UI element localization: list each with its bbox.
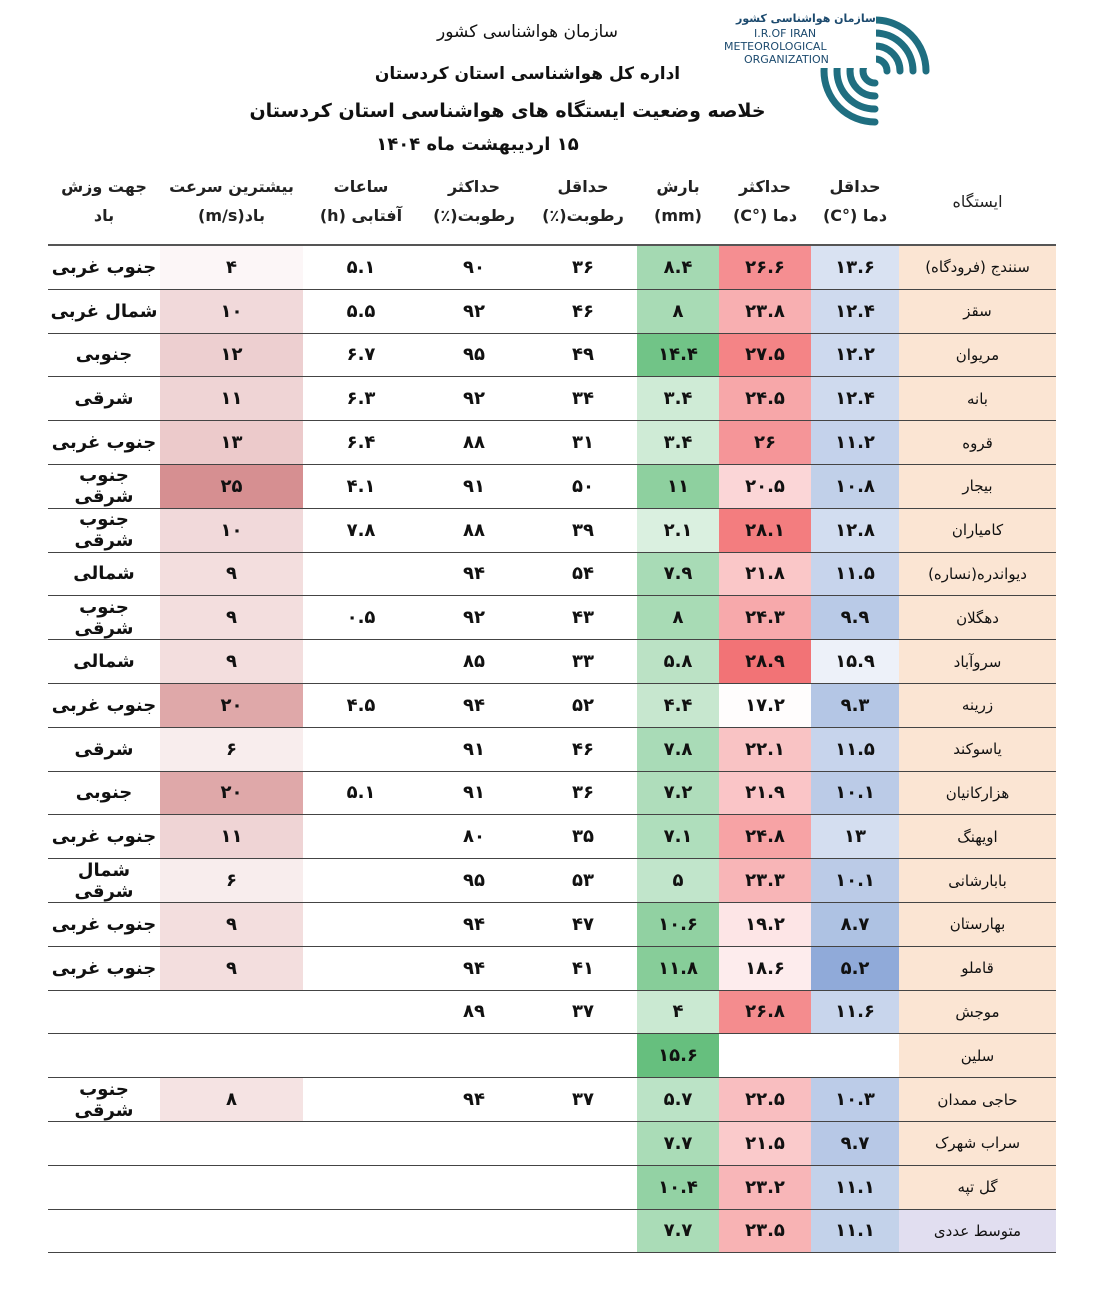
- cell-tmin: ۱۲.۴: [811, 289, 899, 333]
- cell-hmax: ۹۱: [419, 771, 529, 815]
- table-row: [48, 815, 1056, 859]
- cell-precip: ۵.۸: [637, 640, 719, 684]
- cell-tmax: ۲۴.۳: [719, 596, 811, 640]
- cell-sun: [303, 640, 419, 684]
- cell-station: بیجار: [899, 464, 1056, 508]
- cell-sun: [303, 552, 419, 596]
- cell-tmax: ۲۳.۵: [719, 1209, 811, 1253]
- cell-tmax: ۲۸.۹: [719, 640, 811, 684]
- cell-station: گل تپه: [899, 1165, 1056, 1209]
- cell-tmax: ۲۳.۸: [719, 289, 811, 333]
- column-header-line1: حداکثر: [447, 177, 501, 197]
- cell-hmax: ۹۲: [419, 377, 529, 421]
- table-row: [48, 640, 1056, 684]
- column-header-line1: بیشترین سرعت: [169, 177, 294, 197]
- table-row: [48, 377, 1056, 421]
- column-header-precip: [637, 160, 719, 245]
- cell-dir: جنوب غربی: [48, 946, 160, 990]
- cell-sun: ۰.۵: [303, 596, 419, 640]
- report-date: ۱۵ اردیبهشت ماه ۱۴۰۴: [376, 134, 579, 155]
- table-row: [48, 1034, 1056, 1078]
- cell-wind: [160, 1034, 303, 1078]
- cell-hmax: ۹۵: [419, 333, 529, 377]
- cell-station: قاملو: [899, 946, 1056, 990]
- cell-tmin: ۱۱.۵: [811, 727, 899, 771]
- cell-dir: شرقی: [48, 727, 160, 771]
- cell-wind: ۸: [160, 1078, 303, 1122]
- column-header-line2: (mm): [654, 206, 702, 225]
- cell-dir: جنوب شرقی: [48, 464, 160, 508]
- column-header-tmax: [719, 160, 811, 245]
- cell-tmax: ۲۰.۵: [719, 464, 811, 508]
- table-row: [48, 596, 1056, 640]
- column-header-line2: رطوبت(٪): [433, 206, 515, 225]
- cell-wind: [160, 990, 303, 1034]
- cell-hmin: ۳۳: [529, 640, 637, 684]
- cell-hmax: ۸۸: [419, 421, 529, 465]
- table-row: [48, 245, 1056, 289]
- cell-tmin: ۱۰.۸: [811, 464, 899, 508]
- cell-hmax: ۹۲: [419, 596, 529, 640]
- cell-wind: ۲۰: [160, 771, 303, 815]
- cell-tmin: ۱۱.۱: [811, 1209, 899, 1253]
- cell-precip: ۱۰.۶: [637, 902, 719, 946]
- cell-station: مریوان: [899, 333, 1056, 377]
- cell-wind: ۱۳: [160, 421, 303, 465]
- cell-station: سروآباد: [899, 640, 1056, 684]
- cell-wind: ۹: [160, 596, 303, 640]
- column-header-line2: رطوبت(٪): [542, 206, 624, 225]
- cell-precip: ۷.۷: [637, 1209, 719, 1253]
- cell-tmin: ۹.۷: [811, 1121, 899, 1165]
- table-row: [48, 990, 1056, 1034]
- logo-en-line1: I.R.OF IRAN: [754, 27, 817, 40]
- cell-hmax: [419, 1121, 529, 1165]
- cell-tmin: ۱۰.۱: [811, 859, 899, 903]
- cell-hmin: [529, 1121, 637, 1165]
- cell-tmin: ۱۳: [811, 815, 899, 859]
- cell-hmin: ۳۷: [529, 1078, 637, 1122]
- cell-hmax: ۹۱: [419, 727, 529, 771]
- cell-tmax: ۲۷.۵: [719, 333, 811, 377]
- cell-sun: [303, 727, 419, 771]
- cell-dir: شمال غربی: [48, 289, 160, 333]
- cell-hmin: ۳۹: [529, 508, 637, 552]
- column-header-line2: باد(m/s): [198, 206, 265, 225]
- cell-dir: [48, 1209, 160, 1253]
- logo-fa-text: سازمان هواشناسی کشور: [736, 12, 876, 25]
- cell-wind: ۹: [160, 552, 303, 596]
- cell-tmin: ۱۰.۳: [811, 1078, 899, 1122]
- cell-tmax: ۲۳.۲: [719, 1165, 811, 1209]
- column-header-wind: [160, 160, 303, 245]
- cell-tmax: ۲۳.۳: [719, 859, 811, 903]
- table-row: [48, 508, 1056, 552]
- table-row: [48, 1078, 1056, 1122]
- table-row: [48, 683, 1056, 727]
- cell-hmin: ۵۲: [529, 683, 637, 727]
- cell-station: موجش: [899, 990, 1056, 1034]
- cell-hmin: ۳۵: [529, 815, 637, 859]
- cell-wind: [160, 1165, 303, 1209]
- cell-sun: [303, 859, 419, 903]
- cell-tmin: ۵.۲: [811, 946, 899, 990]
- cell-tmax: ۱۸.۶: [719, 946, 811, 990]
- organization-logo: [720, 8, 940, 133]
- cell-hmin: [529, 1209, 637, 1253]
- logo-en-line2: METEOROLOGICAL: [724, 40, 827, 53]
- cell-wind: ۲۵: [160, 464, 303, 508]
- cell-tmin: ۱۰.۱: [811, 771, 899, 815]
- cell-wind: ۲۰: [160, 683, 303, 727]
- cell-station: هزارکانیان: [899, 771, 1056, 815]
- cell-station: متوسط عددی: [899, 1209, 1056, 1253]
- cell-tmax: ۲۲.۱: [719, 727, 811, 771]
- cell-station: زرینه: [899, 683, 1056, 727]
- cell-hmax: ۹۴: [419, 902, 529, 946]
- cell-tmax: ۱۷.۲: [719, 683, 811, 727]
- cell-sun: [303, 1209, 419, 1253]
- cell-dir: جنوبی: [48, 771, 160, 815]
- cell-wind: ۱۱: [160, 815, 303, 859]
- cell-dir: شمال شرقی: [48, 859, 160, 903]
- cell-dir: [48, 1121, 160, 1165]
- cell-station: اویهنگ: [899, 815, 1056, 859]
- cell-tmin: ۱۲.۴: [811, 377, 899, 421]
- cell-tmin: ۱۲.۸: [811, 508, 899, 552]
- cell-tmin: ۱۱.۲: [811, 421, 899, 465]
- station-summary-table: [48, 160, 1056, 1253]
- cell-precip: ۱۵.۶: [637, 1034, 719, 1078]
- cell-hmax: ۹۴: [419, 683, 529, 727]
- cell-tmin: ۱۱.۶: [811, 990, 899, 1034]
- cell-sun: ۶.۳: [303, 377, 419, 421]
- cell-precip: ۸: [637, 289, 719, 333]
- cell-station: سراب شهرک: [899, 1121, 1056, 1165]
- cell-hmin: [529, 1034, 637, 1078]
- cell-station: بابارشانی: [899, 859, 1056, 903]
- cell-wind: [160, 1209, 303, 1253]
- cell-station: بانه: [899, 377, 1056, 421]
- cell-hmax: ۸۵: [419, 640, 529, 684]
- column-header-line1: حداکثر: [738, 177, 792, 197]
- cell-precip: ۷.۲: [637, 771, 719, 815]
- spiral-logo-icon: [814, 10, 936, 132]
- cell-wind: ۴: [160, 245, 303, 289]
- cell-tmax: [719, 1034, 811, 1078]
- cell-dir: جنوب شرقی: [48, 596, 160, 640]
- cell-dir: شمالی: [48, 552, 160, 596]
- cell-dir: [48, 1165, 160, 1209]
- column-header-dir: [48, 160, 160, 245]
- cell-hmax: ۹۲: [419, 289, 529, 333]
- cell-hmax: ۸۰: [419, 815, 529, 859]
- column-header-line1: بارش: [656, 177, 700, 197]
- cell-precip: ۵.۷: [637, 1078, 719, 1122]
- table-header-row: [48, 160, 1056, 245]
- cell-tmin: ۱۲.۲: [811, 333, 899, 377]
- cell-tmax: ۲۴.۵: [719, 377, 811, 421]
- average-row: [48, 1209, 1056, 1253]
- cell-wind: ۹: [160, 902, 303, 946]
- cell-hmin: ۵۳: [529, 859, 637, 903]
- cell-tmax: ۲۴.۸: [719, 815, 811, 859]
- cell-sun: [303, 815, 419, 859]
- cell-tmax: ۱۹.۲: [719, 902, 811, 946]
- report-title: خلاصه وضعیت ایستگاه های هواشناسی استان کردستان: [249, 100, 766, 122]
- cell-sun: ۵.۱: [303, 771, 419, 815]
- column-header-line1: جهت وزش: [61, 177, 147, 197]
- cell-sun: ۵.۱: [303, 245, 419, 289]
- cell-precip: ۱۱.۸: [637, 946, 719, 990]
- column-header-line2: دما (°C): [732, 206, 798, 225]
- table-row: [48, 1165, 1056, 1209]
- cell-hmin: ۳۶: [529, 771, 637, 815]
- cell-hmin: ۳۶: [529, 245, 637, 289]
- table-row: [48, 421, 1056, 465]
- cell-sun: ۴.۱: [303, 464, 419, 508]
- cell-sun: ۶.۴: [303, 421, 419, 465]
- cell-hmax: ۸۹: [419, 990, 529, 1034]
- cell-station: بهارستان: [899, 902, 1056, 946]
- cell-precip: ۷.۹: [637, 552, 719, 596]
- cell-station: سنندج (فرودگاه): [899, 245, 1056, 289]
- cell-hmin: ۴۹: [529, 333, 637, 377]
- cell-dir: جنوب غربی: [48, 815, 160, 859]
- cell-tmax: ۲۱.۵: [719, 1121, 811, 1165]
- cell-sun: [303, 902, 419, 946]
- cell-precip: ۷.۷: [637, 1121, 719, 1165]
- cell-dir: [48, 990, 160, 1034]
- cell-station: حاجی ممدان: [899, 1078, 1056, 1122]
- cell-hmax: ۹۴: [419, 946, 529, 990]
- cell-sun: ۶.۷: [303, 333, 419, 377]
- cell-sun: [303, 1121, 419, 1165]
- cell-hmin: ۳۱: [529, 421, 637, 465]
- cell-hmax: ۸۸: [419, 508, 529, 552]
- cell-tmin: ۱۵.۹: [811, 640, 899, 684]
- cell-tmax: ۲۶.۸: [719, 990, 811, 1034]
- cell-dir: جنوب غربی: [48, 902, 160, 946]
- table-row: [48, 289, 1056, 333]
- column-header-tmin: [811, 160, 899, 245]
- cell-hmin: ۴۳: [529, 596, 637, 640]
- cell-hmin: ۵۴: [529, 552, 637, 596]
- cell-sun: [303, 990, 419, 1034]
- cell-wind: ۱۲: [160, 333, 303, 377]
- table-row: [48, 859, 1056, 903]
- column-header-station: [899, 160, 1056, 245]
- cell-tmax: ۲۲.۵: [719, 1078, 811, 1122]
- column-header-line1: حداقل: [829, 177, 881, 197]
- cell-precip: ۲.۱: [637, 508, 719, 552]
- cell-hmin: ۴۶: [529, 727, 637, 771]
- cell-precip: ۸.۴: [637, 245, 719, 289]
- cell-sun: ۴.۵: [303, 683, 419, 727]
- cell-tmin: [811, 1034, 899, 1078]
- cell-hmax: ۹۱: [419, 464, 529, 508]
- cell-tmin: ۸.۷: [811, 902, 899, 946]
- cell-station: سقز: [899, 289, 1056, 333]
- cell-wind: ۶: [160, 727, 303, 771]
- cell-tmax: ۲۸.۱: [719, 508, 811, 552]
- cell-precip: ۴: [637, 990, 719, 1034]
- cell-tmin: ۱۳.۶: [811, 245, 899, 289]
- table-row: [48, 464, 1056, 508]
- table-row: [48, 727, 1056, 771]
- cell-hmin: ۴۱: [529, 946, 637, 990]
- cell-precip: ۱۴.۴: [637, 333, 719, 377]
- cell-precip: ۳.۴: [637, 421, 719, 465]
- cell-hmin: ۵۰: [529, 464, 637, 508]
- cell-tmin: ۹.۹: [811, 596, 899, 640]
- cell-precip: ۱۰.۴: [637, 1165, 719, 1209]
- column-header-line1: ایستگاه: [952, 191, 1003, 211]
- cell-hmax: ۹۰: [419, 245, 529, 289]
- department-name: اداره کل هواشناسی استان کردستان: [374, 64, 681, 84]
- column-header-line2: دما (°C): [822, 206, 888, 225]
- cell-tmin: ۹.۳: [811, 683, 899, 727]
- cell-tmax: ۲۱.۹: [719, 771, 811, 815]
- cell-wind: ۱۱: [160, 377, 303, 421]
- cell-tmax: ۲۶.۶: [719, 245, 811, 289]
- cell-precip: ۱۱: [637, 464, 719, 508]
- cell-hmax: [419, 1165, 529, 1209]
- cell-dir: جنوبی: [48, 333, 160, 377]
- cell-station: یاسوکند: [899, 727, 1056, 771]
- column-header-sun: [303, 160, 419, 245]
- cell-hmax: ۹۵: [419, 859, 529, 903]
- cell-wind: ۱۰: [160, 508, 303, 552]
- cell-wind: ۶: [160, 859, 303, 903]
- column-header-line1: حداقل: [557, 177, 609, 197]
- cell-sun: [303, 946, 419, 990]
- cell-station: سلین: [899, 1034, 1056, 1078]
- column-header-hmax: [419, 160, 529, 245]
- cell-hmin: ۴۷: [529, 902, 637, 946]
- cell-dir: جنوب شرقی: [48, 1078, 160, 1122]
- cell-hmax: ۹۴: [419, 552, 529, 596]
- cell-sun: ۷.۸: [303, 508, 419, 552]
- cell-wind: [160, 1121, 303, 1165]
- cell-tmin: ۱۱.۱: [811, 1165, 899, 1209]
- cell-dir: شمالی: [48, 640, 160, 684]
- column-header-hmin: [529, 160, 637, 245]
- cell-dir: جنوب شرقی: [48, 508, 160, 552]
- column-header-line2: آفتابی (h): [319, 206, 403, 225]
- cell-hmax: ۹۴: [419, 1078, 529, 1122]
- logo-en-line3: ORGANIZATION: [744, 53, 829, 66]
- table-row: [48, 946, 1056, 990]
- cell-dir: جنوب غربی: [48, 245, 160, 289]
- cell-sun: ۵.۵: [303, 289, 419, 333]
- cell-tmin: ۱۱.۵: [811, 552, 899, 596]
- table-row: [48, 1121, 1056, 1165]
- cell-station: دیواندره(نساره): [899, 552, 1056, 596]
- cell-hmax: [419, 1209, 529, 1253]
- cell-station: کامیاران: [899, 508, 1056, 552]
- cell-tmax: ۲۶: [719, 421, 811, 465]
- cell-sun: [303, 1034, 419, 1078]
- cell-dir: شرقی: [48, 377, 160, 421]
- cell-station: قروه: [899, 421, 1056, 465]
- org-name: سازمان هواشناسی کشور: [437, 22, 618, 42]
- cell-hmin: ۳۷: [529, 990, 637, 1034]
- cell-hmin: ۴۶: [529, 289, 637, 333]
- table-row: [48, 552, 1056, 596]
- cell-precip: ۷.۸: [637, 727, 719, 771]
- cell-precip: ۴.۴: [637, 683, 719, 727]
- cell-hmin: [529, 1165, 637, 1209]
- table-row: [48, 333, 1056, 377]
- cell-wind: ۹: [160, 640, 303, 684]
- cell-tmax: ۲۱.۸: [719, 552, 811, 596]
- cell-sun: [303, 1078, 419, 1122]
- cell-dir: [48, 1034, 160, 1078]
- column-header-line1: ساعات: [333, 177, 389, 197]
- cell-dir: جنوب غربی: [48, 683, 160, 727]
- cell-wind: ۱۰: [160, 289, 303, 333]
- cell-precip: ۵: [637, 859, 719, 903]
- cell-precip: ۸: [637, 596, 719, 640]
- cell-hmin: ۳۴: [529, 377, 637, 421]
- cell-sun: [303, 1165, 419, 1209]
- cell-wind: ۹: [160, 946, 303, 990]
- cell-precip: ۷.۱: [637, 815, 719, 859]
- cell-hmax: [419, 1034, 529, 1078]
- column-header-line2: باد: [93, 206, 115, 225]
- table-row: [48, 771, 1056, 815]
- cell-precip: ۳.۴: [637, 377, 719, 421]
- cell-dir: جنوب غربی: [48, 421, 160, 465]
- cell-station: دهگلان: [899, 596, 1056, 640]
- table-row: [48, 902, 1056, 946]
